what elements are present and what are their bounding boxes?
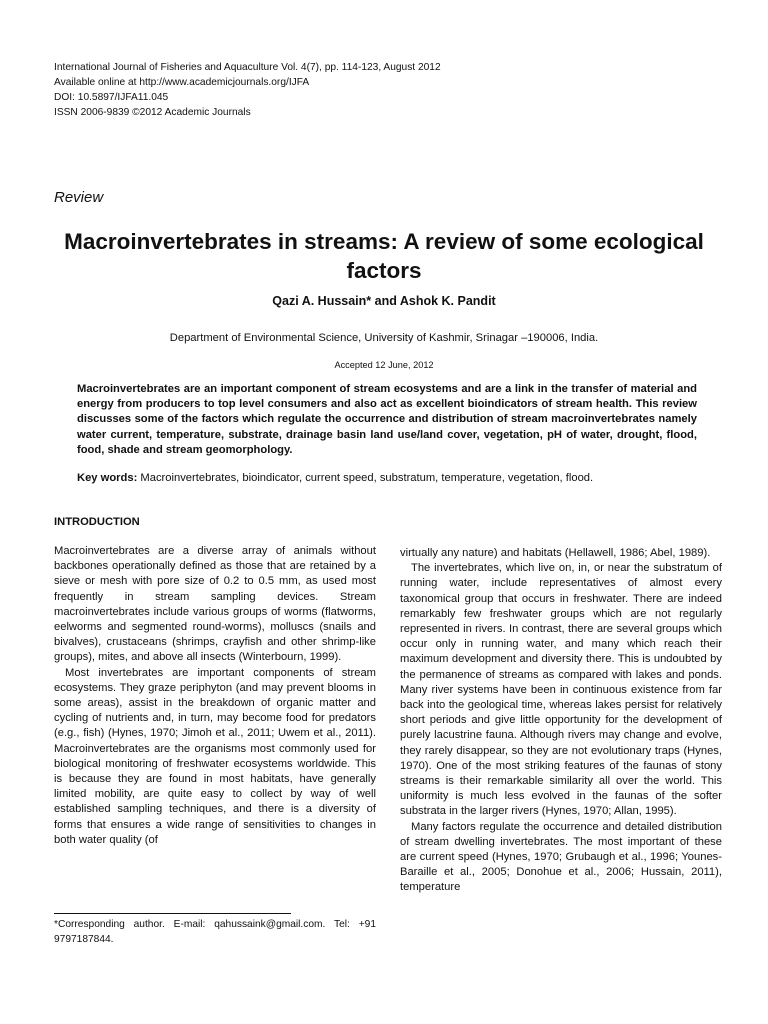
- author-affiliation: Department of Environmental Science, University of Kashmir, Srinagar –190006, India.: [169, 332, 599, 344]
- journal-header: [54, 60, 441, 120]
- article-type: Review: [54, 189, 104, 206]
- column-right: [400, 546, 722, 896]
- journal-url: Available online at http://www.academicjournals.org/IJFA: [54, 77, 310, 88]
- article-title: Macroinvertebrates in streams: A review of some ecological factors: [64, 229, 704, 283]
- keywords-text: Macroinvertebrates, bioindicator, current speed, substratum, temperature, vegetation, flood.: [137, 472, 594, 484]
- paragraph: The invertebrates, which live on, in, or near the substratum of running water, include representatives of almost every taxonomical group that occurs in freshwater. There are indeed remarkably few freshwater groups which are not regularly represented in rivers. In contrast, there are several groups which occur only in running water, and many which reach their maximum development and diversity there. This is undoubted by the permanence of streams as compared with lakes and ponds. Many river systems have been in continuous existence from far back into the geological time, whereas lakes persist for relatively short periods and give little opportunity for the development of purely lacustrine fauna. Although rivers may change and evolve, they rarely disappear, so they are not evolutionary traps (Hynes, 1970). One of the most striking features of the faunas of stony streams is their remarkable similarity all over the world. This uniformity is much less evolved in the faunas of the softer substrata in the larger rivers (Hynes, 1970; Allan, 1995).: [400, 562, 722, 818]
- paragraph: virtually any nature) and habitats (Hellawell, 1986; Abel, 1989).: [400, 547, 711, 559]
- journal-issn: ISSN 2006-9839 ©2012 Academic Journals: [54, 107, 251, 118]
- footnote-divider: [54, 913, 291, 914]
- paragraph: Macroinvertebrates are a diverse array of animals without backbones operationally defined as those that are retained by a sieve or mesh with pore size of 0.2 to 0.5 mm, as used most frequently in stream sampling devices. Stream macroinvertebrates include various groups of worms (flatworms, eelworms and segmented round-worms), molluscs (snails and bivalves), crustaceans (shrimps, crayfish and other shrimp-like groups), mites, and above all insects (Winterbourn, 1999).: [54, 545, 376, 664]
- journal-doi: DOI: 10.5897/IJFA11.045: [54, 92, 169, 103]
- keywords-label: Key words:: [77, 472, 138, 484]
- paragraph: Many factors regulate the occurrence and detailed distribution of stream dwelling invertebrates. The most important of these are current speed (Hynes, 1970; Grubaugh et al., 1996; Younes-Baraille et al., 2005; Donohue et al., 2006; Hussain, 2011), temperature: [400, 820, 722, 894]
- keywords: [77, 472, 697, 484]
- section-heading-introduction: INTRODUCTION: [54, 516, 140, 528]
- article-authors: Qazi A. Hussain* and Ashok K. Pandit: [272, 294, 496, 308]
- paragraph: Most invertebrates are important components of stream ecosystems. They graze periphyton (and may prevent blooms in some areas), assist in the breakdown of organic matter and cycling of nutrients and, in turn, may become food for predators (e.g., fish) (Hynes, 1970; Jimoh et al., 2011; Uwem et al., 2011). Macroinvertebrates are the organisms most commonly used for biological monitoring of freshwater ecosystems worldwide. This is because they are found in most habitats, have generally limited mobility, are quite easy to collect by way of well established sampling techniques, and there is a diversity of forms that ensures a wide range of sensitivities to changes in both water quality (of: [54, 666, 376, 846]
- column-left: [54, 544, 376, 848]
- journal-citation: International Journal of Fisheries and Aquaculture Vol. 4(7), pp. 114-123, August 2012: [54, 62, 441, 73]
- accepted-date: Accepted 12 June, 2012: [334, 360, 434, 370]
- corresponding-author-footnote: *Corresponding author. E-mail: qahussaink@gmail.com. Tel: +91 9797187844.: [54, 919, 376, 945]
- abstract: Macroinvertebrates are an important component of stream ecosystems and are a link in the transfer of material and energy from producers to top level consumers and also act as excellent bioindicators of stream health. This review discusses some of the factors which regulate the occurrence and distribution of stream macroinvertebrates namely water current, temperature, substrate, drainage basin land use/land cover, vegetation, pH of water, drought, flood, food, shade and stream geomorphology.: [77, 383, 697, 456]
